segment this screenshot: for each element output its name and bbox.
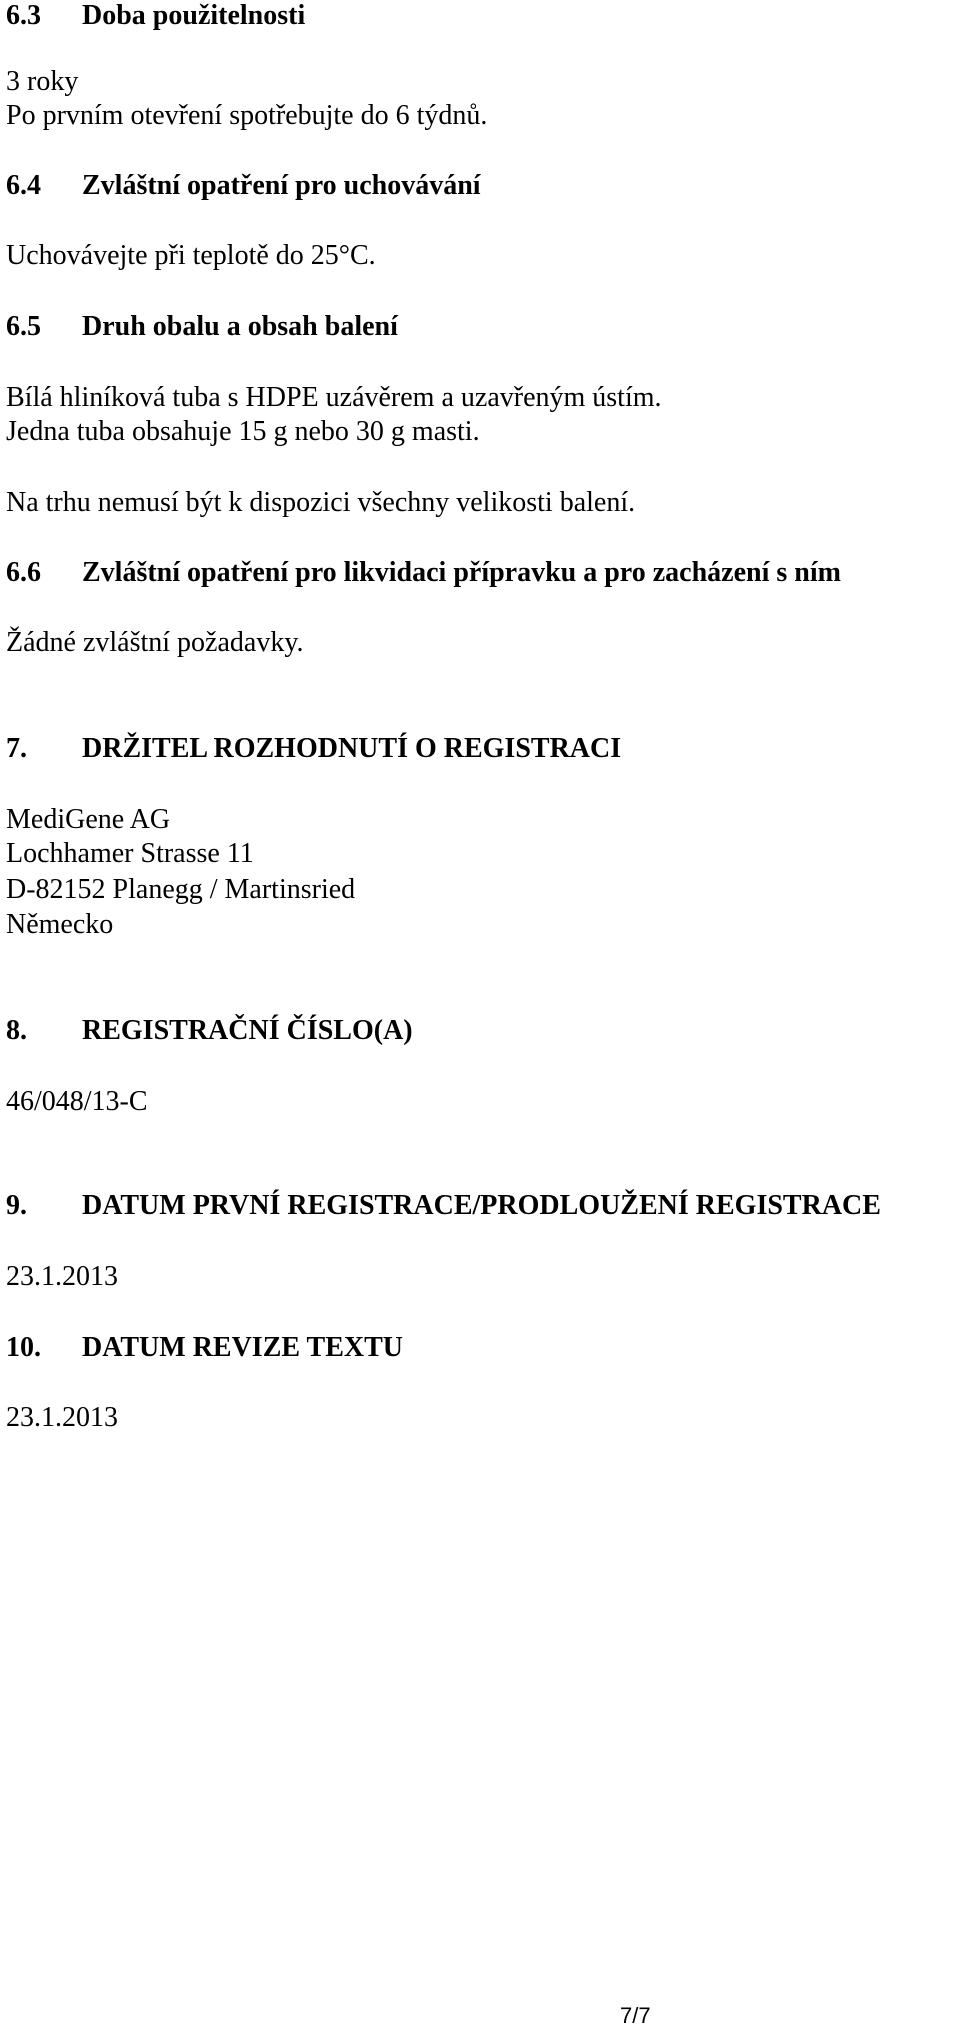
section-title: DATUM REVIZE TEXTU [82, 1332, 404, 1363]
section-number: 6.3 [6, 0, 41, 31]
section-title: Zvláštní opatření pro likvidaci přípravku a pro zacházení s ním [82, 557, 841, 588]
section-number: 10. [6, 1332, 41, 1363]
address-line: MediGene AG [6, 804, 171, 835]
paragraph-line: Na trhu nemusí být k dispozici všechny velikosti balení. [6, 487, 636, 518]
heading-9 [6, 1190, 881, 1222]
section-number: 6.4 [6, 170, 41, 201]
section-number: 6.5 [6, 311, 41, 342]
section-title: DATUM PRVNÍ REGISTRACE/PRODLOUŽENÍ REGISTRACE [82, 1190, 881, 1221]
section-number: 7. [6, 733, 27, 764]
section-number: 8. [6, 1015, 27, 1046]
registration-date: 23.1.2013 [6, 1261, 118, 1292]
section-number: 9. [6, 1190, 27, 1221]
section-number: 6.6 [6, 557, 41, 588]
section-title: Zvláštní opatření pro uchovávání [82, 170, 481, 201]
heading-8 [6, 1015, 413, 1047]
paragraph-line: Žádné zvláštní požadavky. [6, 627, 304, 658]
paragraph-line: Jedna tuba obsahuje 15 g nebo 30 g masti. [6, 416, 480, 447]
address-line: Lochhamer Strasse 11 [6, 838, 254, 869]
heading-6-3 [6, 0, 305, 32]
section-title: Doba použitelnosti [82, 0, 306, 31]
paragraph-line: Bílá hliníková tuba s HDPE uzávěrem a uzavřeným ústím. [6, 382, 662, 413]
heading-10 [6, 1332, 403, 1364]
section-title: Druh obalu a obsah balení [82, 311, 398, 342]
revision-date: 23.1.2013 [6, 1402, 118, 1433]
paragraph-line: 3 roky [6, 66, 79, 97]
heading-6-5 [6, 311, 398, 343]
address-line: Německo [6, 909, 114, 940]
page-number: 7/7 [620, 2003, 651, 2028]
paragraph-line: Po prvním otevření spotřebujte do 6 týdnů. [6, 100, 488, 131]
heading-7 [6, 733, 621, 765]
section-title: DRŽITEL ROZHODNUTÍ O REGISTRACI [82, 733, 622, 764]
section-title: REGISTRAČNÍ ČÍSLO(A) [82, 1015, 413, 1046]
heading-6-6 [6, 557, 841, 589]
registration-number: 46/048/13-C [6, 1086, 148, 1117]
heading-6-4 [6, 170, 481, 202]
address-line: D-82152 Planegg / Martinsried [6, 874, 356, 905]
paragraph-line: Uchovávejte při teplotě do 25°C. [6, 240, 376, 271]
